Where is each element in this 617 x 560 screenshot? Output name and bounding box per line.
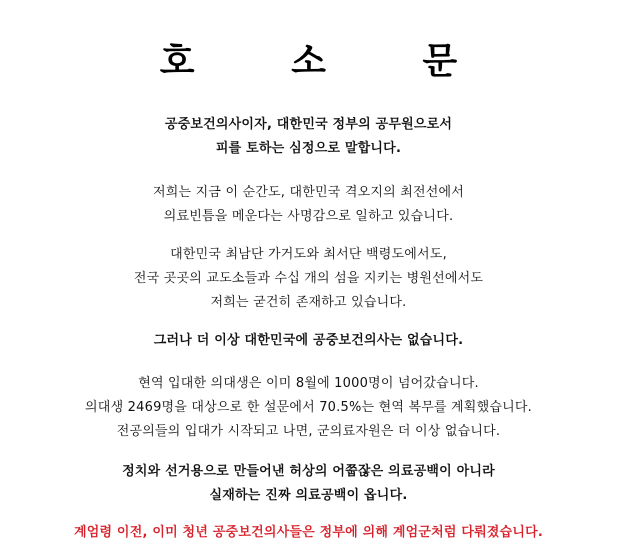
paragraph-3-line-2: 전국 곳곳의 교도소들과 수십 개의 섬을 지키는 병원선에서도: [133, 271, 484, 286]
paragraph-2-line-2: 의료빈틈을 메운다는 사명감으로 일하고 있습니다.: [163, 209, 454, 224]
document-title: 호 소 문: [159, 41, 500, 82]
paragraph-4-line-1: 그러나 더 이상 대한민국에 공중보건의사는 없습니다.: [153, 333, 464, 348]
paragraph-6-line-1: 정치와 선거용으로 만들어낸 허상의 어쭙잖은 의료공백이 아니라: [122, 464, 495, 479]
paragraph-3-line-1: 대한민국 최남단 가거도와 최서단 백령도에서도,: [170, 247, 447, 262]
paragraph-3-line-3: 저희는 굳건히 존재하고 있습니다.: [210, 295, 407, 310]
paragraph-1-line-2: 피를 토하는 심정으로 말합니다.: [215, 141, 402, 156]
paragraph-6-line-2: 실재하는 진짜 의료공백이 옵니다.: [209, 488, 408, 503]
paragraph-5-line-2: 의대생 2469명을 대상으로 한 설문에서 70.5%는 현역 복무를 계획했습니다.: [85, 400, 532, 415]
paragraph-5-line-3: 전공의들의 입대가 시작되고 나면, 군의료자원은 더 이상 없습니다.: [116, 424, 501, 439]
paragraph-2-line-1: 저희는 지금 이 순간도, 대한민국 격오지의 최전선에서: [152, 185, 464, 200]
paragraph-1-line-1: 공중보건의사이자, 대한민국 정부의 공무원으로서: [164, 117, 453, 132]
paragraph-7-line-1: 계엄령 이전, 이미 청년 공중보건의사들은 정부에 의해 계엄군처럼 다뤄졌습니다.: [73, 525, 544, 540]
paragraph-5-line-1: 현역 입대한 의대생은 이미 8월에 1000명이 넘어갔습니다.: [138, 376, 479, 391]
